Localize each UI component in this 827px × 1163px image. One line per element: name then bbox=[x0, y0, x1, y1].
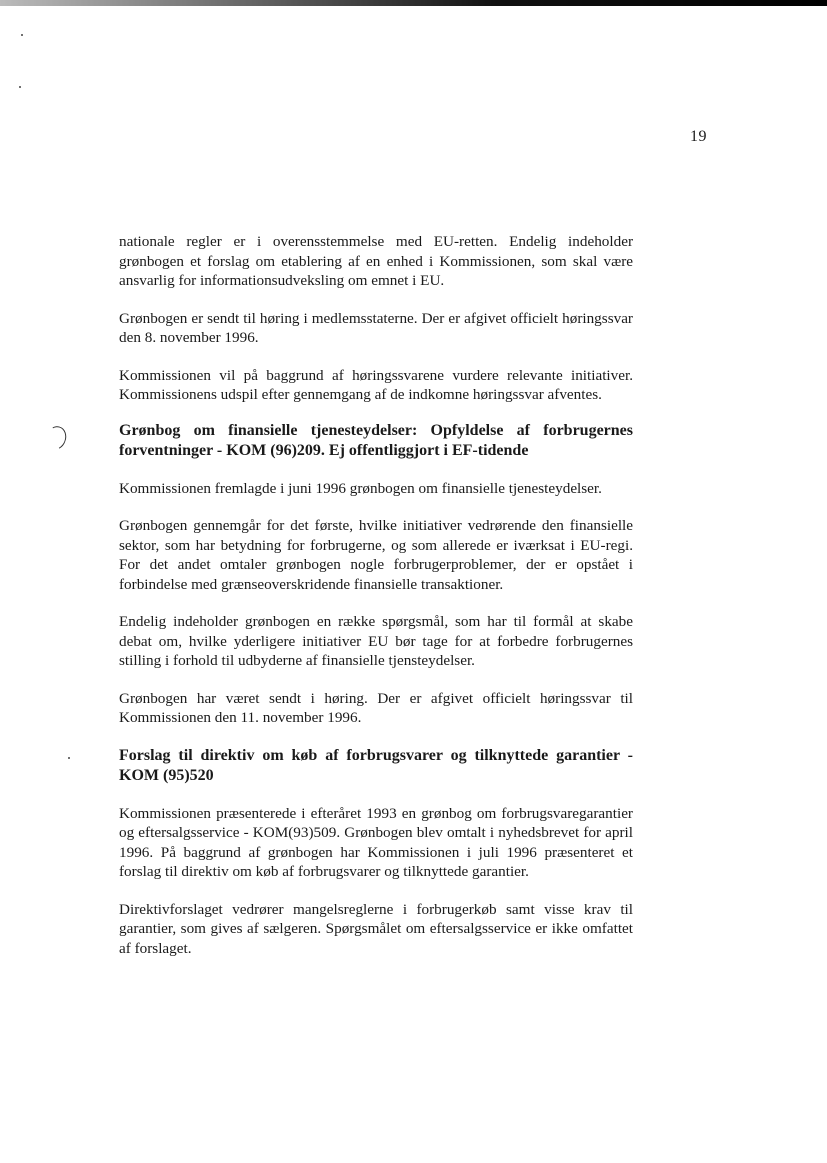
paragraph: Grønbogen er sendt til høring i medlemsstaterne. Der er afgivet officielt høringssvar den 8. november 1996. bbox=[119, 309, 633, 346]
section-heading: Grønbog om finansielle tjenesteydelser: Opfyldelse af forbrugernes forventninger - KOM (96)209. Ej offentliggjort i EF-tidende bbox=[119, 421, 633, 459]
scan-speck bbox=[19, 86, 21, 88]
paragraph: Endelig indeholder grønbogen en række spørgsmål, som har til formål at skabe debat om, hvilke yderligere initiativer EU bør tage for at forbedre forbrugernes stilling i forhold til udbyderne af finansielle tjensteydelser. bbox=[119, 613, 633, 669]
paragraph: nationale regler er i overensstemmelse med EU-retten. Endelig indeholder grønbogen et forslag om etablering af en enhed i Kommissionen, som skal være ansvarlig for informationsudveksling om emnet i EU. bbox=[119, 233, 633, 289]
document-body bbox=[119, 232, 633, 976]
paragraph: Grønbogen gennemgår for det første, hvilke initiativer vedrørende den finansielle sektor, som har betydning for forbrugerne, og som allerede er iværksat i EU-regi. For det andet omtaler grønbogen nogle forbrugerproblemer, der er opstået i forbindelse med grænseoverskridende finansielle transaktioner. bbox=[119, 517, 633, 593]
paragraph: Kommissionen fremlagde i juni 1996 grønbogen om finansielle tjenesteydelser. bbox=[119, 479, 602, 497]
section-heading: Forslag til direktiv om køb af forbrugsvarer og tilknyttede garantier - KOM (95)520 bbox=[119, 746, 633, 784]
margin-mark bbox=[42, 423, 69, 452]
page-number: 19 bbox=[690, 128, 707, 145]
scan-speck bbox=[21, 34, 23, 36]
scan-speck bbox=[68, 757, 70, 759]
paragraph: Kommissionen præsenterede i efteråret 1993 en grønbog om forbrugsvaregarantier og eftersalgsservice - KOM(93)509. Grønbogen blev omtalt i nyhedsbrevet for april 1996. På baggrund af grønbogen har Kommissionen i juli 1996 præsenteret et forslag til direktiv om køb af forbrugsvarer og tilknyttede garantier. bbox=[119, 804, 633, 880]
paragraph: Direktivforslaget vedrører mangelsreglerne i forbrugerkøb samt visse krav til garantier, som gives af sælgeren. Spørgsmålet om eftersalgsservice er ikke omfattet af forslaget. bbox=[119, 900, 633, 957]
scan-edge bbox=[0, 0, 827, 6]
paragraph: Kommissionen vil på baggrund af høringssvarene vurdere relevante initiativer. Kommissionens udspil efter gennemgang af de indkomne høringssvar afventes. bbox=[119, 366, 633, 403]
paragraph: Grønbogen har været sendt i høring. Der er afgivet officielt høringssvar til Kommissionen den 11. november 1996. bbox=[119, 689, 633, 726]
